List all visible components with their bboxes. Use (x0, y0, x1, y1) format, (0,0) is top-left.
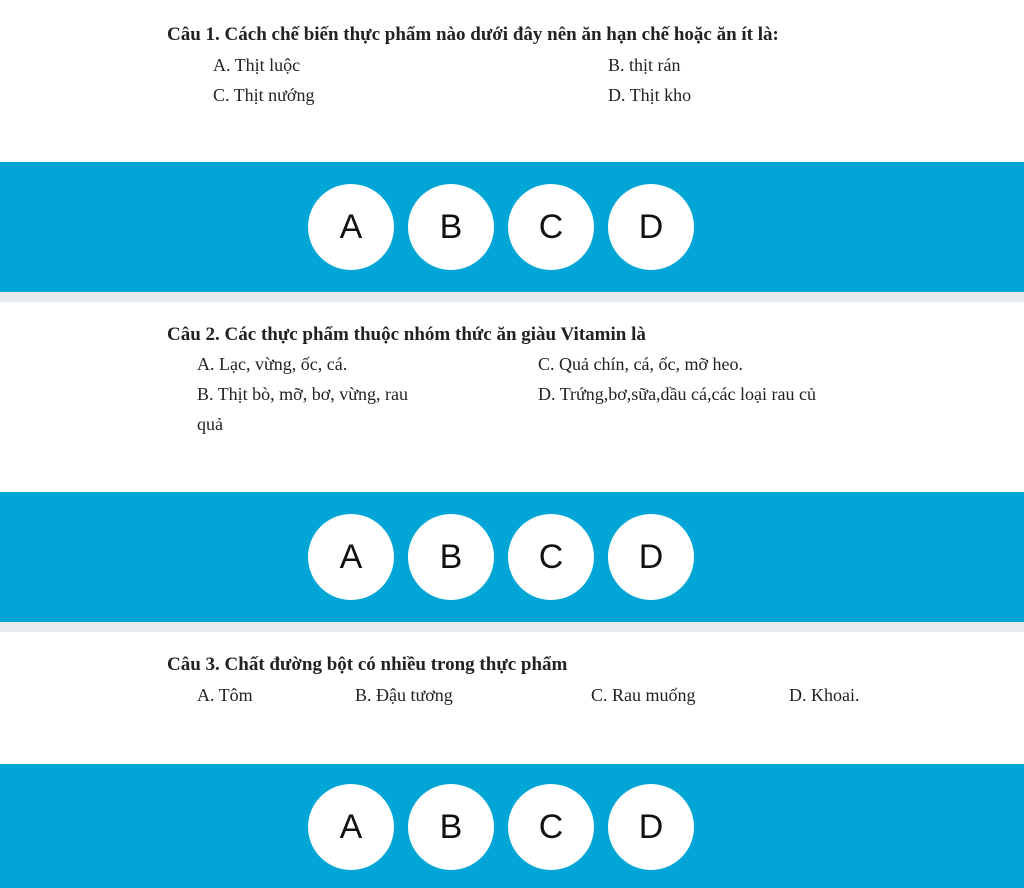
question-2-option-d: D. Trứng,bơ,sữa,dầu cá,các loại rau củ (538, 384, 816, 404)
answer-button-c[interactable]: C (508, 514, 594, 600)
question-3 (0, 632, 1024, 764)
question-2-title: Câu 2. Các thực phẩm thuộc nhóm thức ăn giàu Vitamin là (167, 324, 646, 345)
question-1-title: Câu 1. Cách chế biến thực phẩm nào dưới đây nên ăn hạn chế hoặc ăn ít là: (167, 24, 779, 45)
answer-band-3 (0, 764, 1024, 888)
question-3-option-b: B. Đậu tương (355, 685, 453, 705)
answer-button-a[interactable]: A (308, 784, 394, 870)
question-3-title: Câu 3. Chất đường bột có nhiều trong thực phẩm (167, 654, 568, 675)
answer-button-c[interactable]: C (508, 184, 594, 270)
question-1-option-a: A. Thịt luộc (213, 55, 301, 75)
question-3-option-d: D. Khoai. (789, 685, 860, 705)
question-3-option-a: A. Tôm (197, 685, 253, 705)
separator-2 (0, 622, 1024, 632)
separator-1 (0, 292, 1024, 302)
question-3-option-c: C. Rau muống (591, 685, 696, 705)
question-1-option-c: C. Thịt nướng (213, 85, 315, 105)
answer-button-b[interactable]: B (408, 184, 494, 270)
question-1 (0, 0, 1024, 162)
answer-button-d[interactable]: D (608, 784, 694, 870)
answer-button-a[interactable]: A (308, 514, 394, 600)
question-2-option-b: B. Thịt bò, mỡ, bơ, vừng, rau (197, 384, 408, 404)
answer-button-b[interactable]: B (408, 514, 494, 600)
answer-band-1 (0, 162, 1024, 292)
question-2-option-c: C. Quả chín, cá, ốc, mỡ heo. (538, 354, 743, 374)
answer-band-2 (0, 492, 1024, 622)
question-2-option-a: A. Lạc, vừng, ốc, cá. (197, 354, 348, 374)
answer-button-a[interactable]: A (308, 184, 394, 270)
answer-choices-2 (308, 514, 694, 600)
answer-button-d[interactable]: D (608, 514, 694, 600)
answer-choices-1 (308, 184, 694, 270)
question-1-option-d: D. Thịt kho (608, 85, 692, 105)
answer-button-d[interactable]: D (608, 184, 694, 270)
answer-choices-3 (308, 784, 694, 870)
question-2 (0, 302, 1024, 492)
answer-button-c[interactable]: C (508, 784, 594, 870)
answer-button-b[interactable]: B (408, 784, 494, 870)
question-2-option-d-continuation: quả (197, 414, 223, 434)
question-1-option-b: B. thịt rán (608, 55, 681, 75)
